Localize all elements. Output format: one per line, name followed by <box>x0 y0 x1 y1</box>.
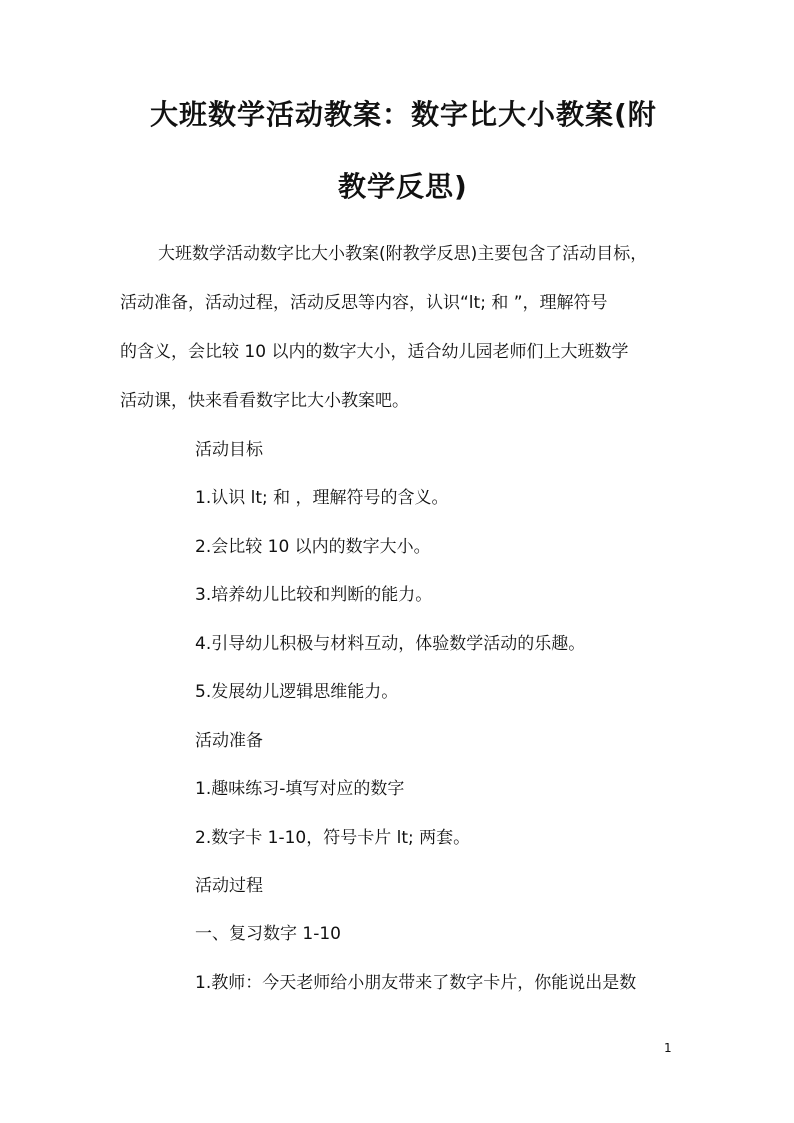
intro-line-4: 活动课，快来看看数字比大小教案吧。 <box>120 391 409 411</box>
document-title-line-2: 教学反思) <box>338 170 468 203</box>
goal-item-2: 2.会比较 10 以内的数字大小。 <box>195 537 431 557</box>
goal-item-3: 3.培养幼儿比较和判断的能力。 <box>195 585 433 605</box>
goal-item-1: 1.认识 lt; 和 ，理解符号的含义。 <box>195 488 449 508</box>
process-item-1: 1.教师：今天老师给小朋友带来了数字卡片，你能说出是数 <box>195 973 637 993</box>
page-number: 1 <box>664 1041 672 1055</box>
section-heading-goals: 活动目标 <box>195 440 263 460</box>
intro-line-2: 活动准备，活动过程，活动反思等内容，认识“lt; 和 ”，理解符号 <box>120 293 608 313</box>
process-subheading-1: 一、复习数字 1-10 <box>195 924 341 944</box>
goal-item-5: 5.发展幼儿逻辑思维能力。 <box>195 682 399 702</box>
intro-line-1: 大班数学活动数字比大小教案(附教学反思)主要包含了活动目标， <box>158 244 648 264</box>
document-title-line-1: 大班数学活动教案：数字比大小教案(附 <box>150 98 657 131</box>
goal-item-4: 4.引导幼儿积极与材料互动，体验数学活动的乐趣。 <box>195 634 586 654</box>
intro-line-3: 的含义，会比较 10 以内的数字大小，适合幼儿园老师们上大班数学 <box>120 342 629 362</box>
preparation-item-2: 2.数字卡 1-10，符号卡片 lt; 两套。 <box>195 828 471 848</box>
preparation-item-1: 1.趣味练习-填写对应的数字 <box>195 779 405 799</box>
section-heading-process: 活动过程 <box>195 876 263 896</box>
section-heading-preparation: 活动准备 <box>195 731 263 751</box>
